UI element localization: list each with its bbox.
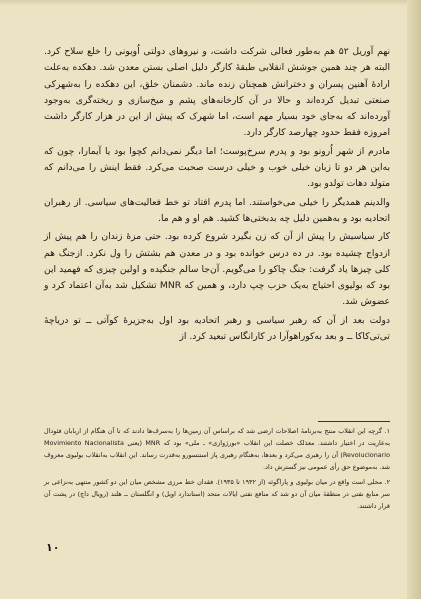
- page-number: ۱۰: [46, 541, 60, 554]
- footnotes: [44, 425, 390, 515]
- paragraph-3: والدینم همدیگر را خیلی می‌خواستند. اما پدرم افتاد تو خط فعالیت‌های سیاسی. از رهبران اتحادیه بود و به‌همین دلیل چه بدبختی‌ها کشید. هم او و هم ما.: [44, 196, 390, 224]
- paragraph-1: نهم آوریل ۵۲ هم به‌طور فعالی شرکت داشت، و نیروهای دولتی اُویونی را خلع سلاح کرد. البته هر چند همین جوشش انقلابی طبقهٔ کارگر دلیل اصلی بستن معدن شد. دهکده به‌علت ارادهٔ آهنین پسران و دخترانش همچنان زنده ماند. دشمنان خلق، این دهکده را به‌شهرکی صنعتی تبدیل کرده‌اند و حالا در آن کارخانه‌های پشم و میخ‌سازی و ریخته‌گری به‌وجود آورده‌اند که به‌جای خود بسیار مهم است، اما شهرک که پیش از این در هزار کارگر داشت امروزه فقط حدود چهارصد کارگر دارد.: [44, 46, 390, 139]
- page-spine-shadow: [407, 0, 421, 599]
- footnote-2: ۲. محلی است واقع در میان بولیوی و پاراگوئه (از ۱۹۳۲ تا ۱۹۳۵). فقدان خط مرزی مشخص میان این دو کشور منتهی به‌نزاعی بر سر منابع نفتی در منطقهٔ میان آن دو شد که منافع نفتی ایالات متحد (استاندارد اویل) و انگلستان ــ هلند (رویال داچ) در پشت آن قرار داشتند.: [44, 478, 390, 510]
- page-top-edge: [0, 0, 421, 6]
- footnote-1: ۱. گرچه این انقلاب منتج به‌برنامهٔ اصلاحات ارضی شد که براساس آن زمین‌ها را به‌سرف‌ها دادند که تا آن هنگام از اربابان فئودال به‌عاریت در اختیار داشتند. معذلک خصلت این انقلاب «بورژوازی» ـ ملی» بود که MNR (یعنی Movimiento Nacionalista Revolucionario) آن را رهبری می‌کرد و بعدها، به‌هنگام رهبری پاز استنسورو به‌قدرت رساند. این انقلاب به‌انقلاب بولیوی معروف شد. به‌موضوع حق رأی عمومی نیز گسترش داد.: [44, 427, 390, 471]
- paragraph-2: مادرم از شهر اُرونو بود و پدرم سرخ‌پوست؛ اما دیگر نمی‌دانم کچوا بود یا آیمارا، چون که به‌این هر دو تا زبان خیلی خوب و خیلی درست صحبت می‌کرد. فقط اینش را می‌دانم که متولد دهات تولدو بود.: [44, 145, 390, 190]
- body-text: [44, 44, 390, 347]
- paragraph-5: دولت بعد از آن که رهبر سیاسی و رهبر اتحادیه بود اول به‌جزیرهٔ کوآتی ــ تو دریاچهٔ تی‌تی‌کاکا ــ و بعد به‌کوراهوآرا در کارانگاس تبعید کرد. از: [44, 314, 390, 343]
- footnote-separator: [318, 421, 390, 422]
- paragraph-4: کار سیاسیش را پیش از آن که زن بگیرد شروع کرده بود. حتی مزهٔ زندان را هم پیش از ازدواج چشیده بود. در ده درس خوانده بود و در معدن هم بشتش را ول نکرد. ازجنگ هم کلی چیزها یاد گرفت: جنگ چاکو را می‌گویم. آن‌جا سالم جنگیده و اولین چیزی که فهمید این بود که بولیوی احتیاج به‌یک حزب چپ دارد، و همین که MNR تشکیل شد به‌آن اعتماد کرد و عضوش شد.: [44, 231, 390, 308]
